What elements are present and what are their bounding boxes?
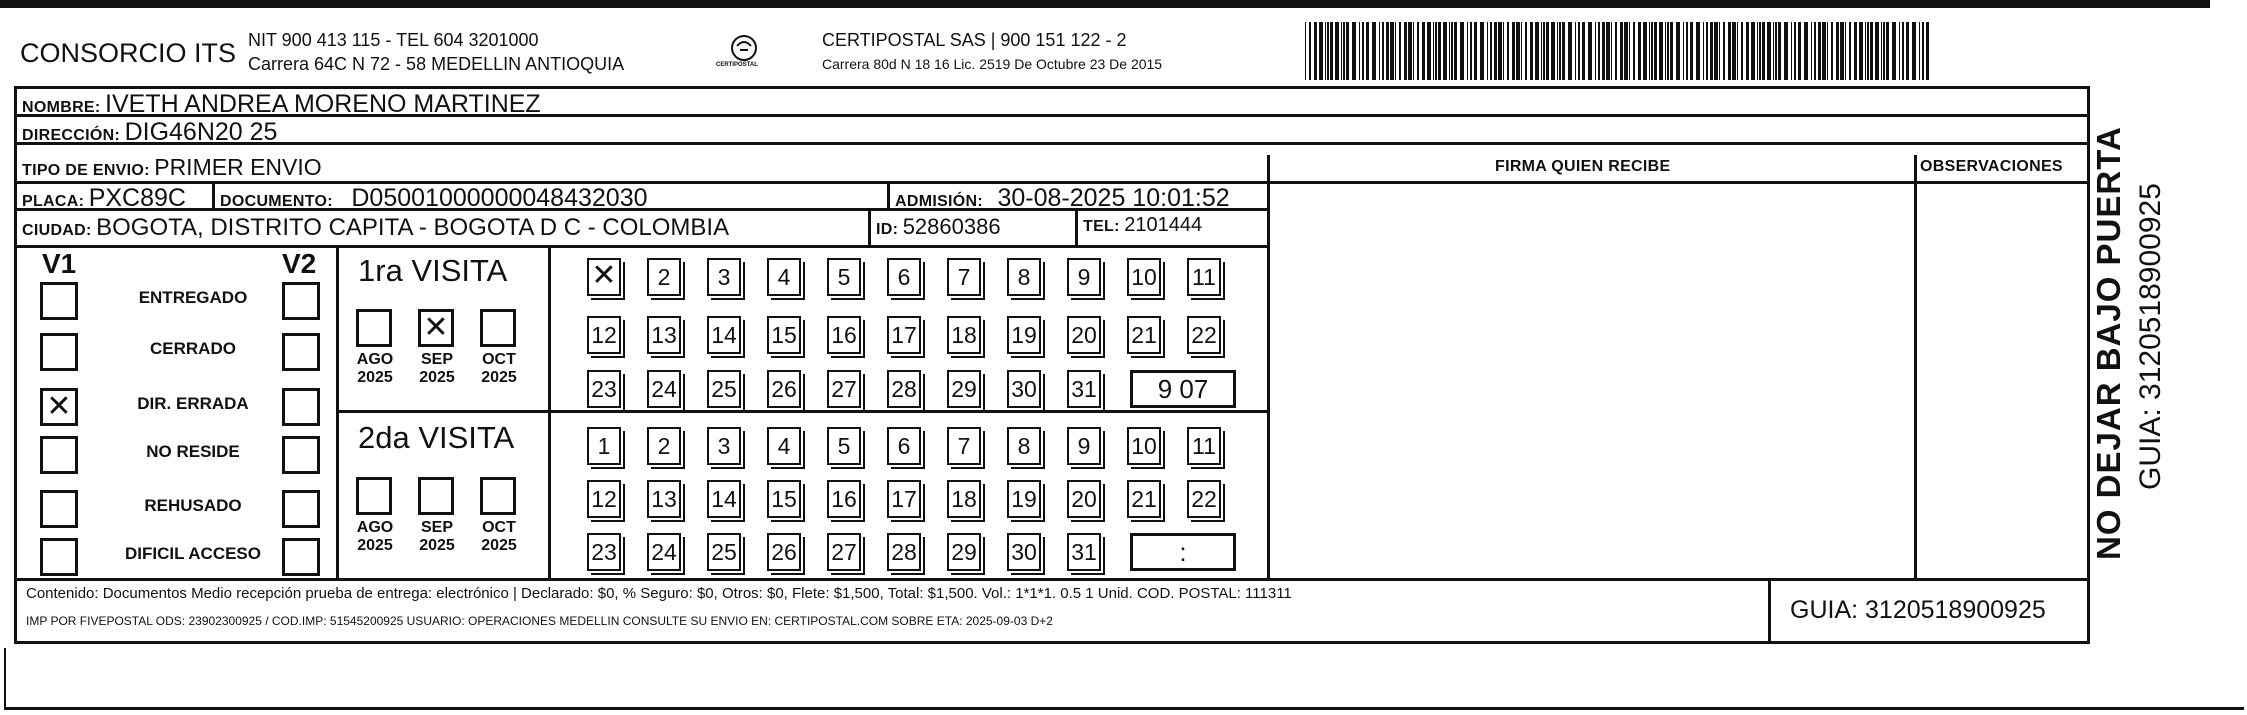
placa-label: PLACA:: [22, 193, 85, 210]
first-visit-day-box[interactable]: 3: [707, 258, 741, 296]
month-year: 2025: [357, 537, 393, 554]
first-visit-month-checkbox[interactable]: [480, 309, 516, 347]
second-visit-time-box[interactable]: :: [1130, 533, 1236, 571]
second-visit-month-checkbox[interactable]: [480, 477, 516, 515]
nombre-label: NOMBRE:: [22, 99, 101, 116]
admision-value: 30-08-2025 10:01:52: [997, 184, 1230, 212]
admision-label: ADMISIÓN:: [895, 193, 984, 210]
observaciones-label: OBSERVACIONES: [1920, 158, 2063, 175]
second-visit-day-box[interactable]: 2: [647, 427, 681, 465]
tel-label: TEL:: [1083, 218, 1120, 235]
id-row: [876, 214, 1001, 240]
month-name: OCT: [482, 351, 516, 368]
tipo-row: [22, 154, 322, 181]
second-visit-day-box[interactable]: 7: [947, 427, 981, 465]
month-year: 2025: [419, 537, 455, 554]
second-visit-month-checkbox[interactable]: [418, 477, 454, 515]
first-visit-day-box[interactable]: 15: [767, 316, 801, 354]
first-visit-day-box[interactable]: 13: [647, 316, 681, 354]
second-visit-day-box[interactable]: 28: [887, 533, 921, 571]
second-visit-day-box[interactable]: 3: [707, 427, 741, 465]
ciudad-value: BOGOTA, DISTRITO CAPITA - BOGOTA D C - COLOMBIA: [96, 214, 730, 241]
first-visit-day-box[interactable]: 2: [647, 258, 681, 296]
first-visit-day-box[interactable]: 18: [947, 316, 981, 354]
v2-checkbox[interactable]: [282, 436, 320, 474]
footer-contenido: Contenido: Documentos Medio recepción prueba de entrega: electrónico | Declarado: $0, % Seguro: $0, Otros: $0, Flete: $1,500, Total: $1,500. Vol.: 1*1*1. 0.5 1 Unid. COD. POSTAL: 111311: [26, 585, 1292, 602]
first-visit-day-box[interactable]: 31: [1067, 370, 1101, 408]
first-visit-day-box[interactable]: 17: [887, 316, 921, 354]
tel-value: 2101444: [1124, 214, 1203, 236]
first-visit-day-box[interactable]: 24: [647, 370, 681, 408]
second-visit-day-box[interactable]: 26: [767, 533, 801, 571]
id-label: ID:: [876, 221, 899, 238]
month-year: 2025: [481, 369, 517, 386]
second-visit-day-box[interactable]: 14: [707, 480, 741, 518]
ciudad-label: CIUDAD:: [22, 222, 92, 239]
month-name: AGO: [356, 519, 394, 536]
first-visit-day-box[interactable]: 10: [1127, 258, 1161, 296]
first-visit-day-box[interactable]: 11: [1187, 258, 1221, 296]
second-visit-day-box[interactable]: 21: [1127, 480, 1161, 518]
barcode: [1305, 22, 1935, 80]
first-visit-day-box[interactable]: 20: [1067, 316, 1101, 354]
second-visit-month-checkbox[interactable]: [356, 477, 392, 515]
first-visit-day-box[interactable]: 26: [767, 370, 801, 408]
month-name: SEP: [420, 351, 453, 368]
first-visit-day-box[interactable]: 5: [827, 258, 861, 296]
placa-row: [22, 184, 186, 213]
second-visit-day-box[interactable]: 20: [1067, 480, 1101, 518]
second-visit-day-box[interactable]: 4: [767, 427, 801, 465]
first-visit-day-box[interactable]: 29: [947, 370, 981, 408]
second-visit-day-box[interactable]: 10: [1127, 427, 1161, 465]
v2-checkbox[interactable]: [282, 388, 320, 426]
direccion-row: [22, 118, 277, 147]
month-year: 2025: [419, 369, 455, 386]
form-frame: [14, 86, 2090, 644]
second-visit-day-box[interactable]: 11: [1187, 427, 1221, 465]
first-visit-day-box[interactable]: 16: [827, 316, 861, 354]
first-visit-day-box[interactable]: 9: [1067, 258, 1101, 296]
second-visit-day-box[interactable]: 5: [827, 427, 861, 465]
second-visit-day-box[interactable]: 9: [1067, 427, 1101, 465]
first-visit-day-box[interactable]: 27: [827, 370, 861, 408]
second-visit-day-box[interactable]: 23: [587, 533, 621, 571]
v1-checkbox[interactable]: [40, 538, 78, 576]
month-name: OCT: [482, 519, 516, 536]
status-label: NO RESIDE: [146, 442, 240, 461]
second-visit-title: 2da VISITA: [358, 420, 515, 455]
second-visit-day-box[interactable]: 13: [647, 480, 681, 518]
status-label: CERRADO: [150, 339, 236, 358]
first-visit-day-box[interactable]: 7: [947, 258, 981, 296]
first-visit-day-box[interactable]: 12: [587, 316, 621, 354]
month-name: AGO: [356, 351, 394, 368]
tipo-label: TIPO DE ENVIO:: [22, 162, 150, 179]
v2-checkbox[interactable]: [282, 490, 320, 528]
footer-imp: IMP POR FIVEPOSTAL ODS: 23902300925 / COD.IMP: 51545200925 USUARIO: OPERACIONES MEDELLIN CONSULTE SU ENVIO EN: CERTIPOSTAL.COM SOBRE ETA: 2025-09-03 D+2: [26, 614, 1053, 628]
first-visit-day-box[interactable]: 19: [1007, 316, 1041, 354]
first-visit-time-box[interactable]: 9 07: [1130, 370, 1236, 408]
second-visit-day-box[interactable]: 8: [1007, 427, 1041, 465]
month-label: [414, 519, 460, 555]
second-visit-day-box[interactable]: 15: [767, 480, 801, 518]
v1-checkbox[interactable]: [40, 333, 78, 371]
first-visit-day-box[interactable]: 25: [707, 370, 741, 408]
v1-checkbox[interactable]: [40, 490, 78, 528]
documento-row: [220, 184, 648, 213]
company-name: CONSORCIO ITS: [20, 38, 237, 68]
bottom-frame: [4, 648, 2244, 710]
second-visit-day-box[interactable]: 1: [587, 427, 621, 465]
second-visit-day-box[interactable]: 30: [1007, 533, 1041, 571]
second-visit-day-box[interactable]: 24: [647, 533, 681, 571]
first-visit-day-box[interactable]: 28: [887, 370, 921, 408]
second-visit-day-box[interactable]: 6: [887, 427, 921, 465]
v1-checkbox[interactable]: [40, 282, 78, 320]
documento-value: D05001000000048432030: [351, 184, 648, 212]
first-visit-day-box[interactable]: 14: [707, 316, 741, 354]
v1-checkbox[interactable]: [40, 436, 78, 474]
firma-label: FIRMA QUIEN RECIBE: [1495, 158, 1671, 175]
second-visit-day-box[interactable]: 31: [1067, 533, 1101, 571]
side-guia-text: GUIA: 3120518900925: [2134, 183, 2167, 490]
first-visit-day-box[interactable]: 21: [1127, 316, 1161, 354]
month-label: [352, 351, 398, 387]
logo-text: CERTIPOSTAL: [716, 62, 758, 68]
second-visit-day-box[interactable]: 22: [1187, 480, 1221, 518]
top-border: [0, 0, 2210, 8]
v2-checkbox[interactable]: [282, 538, 320, 576]
month-label: [352, 519, 398, 555]
admision-row: [895, 184, 1230, 213]
second-visit-day-box[interactable]: 19: [1007, 480, 1041, 518]
certipostal-logo: [712, 32, 776, 76]
direccion-value: DIG46N20 25: [124, 118, 278, 146]
first-visit-title: 1ra VISITA: [358, 253, 508, 288]
month-label: [414, 351, 460, 387]
no-dejar-text: NO DEJAR BAJO PUERTA: [2090, 126, 2127, 560]
footer-guia: GUIA: 3120518900925: [1790, 596, 2046, 624]
second-visit-day-box[interactable]: 27: [827, 533, 861, 571]
month-year: 2025: [481, 537, 517, 554]
nit-line: NIT 900 413 115 - TEL 604 3201000: [248, 30, 539, 50]
v2-checkbox[interactable]: [282, 333, 320, 371]
status-label: DIR. ERRADA: [137, 394, 249, 413]
first-visit-day-box[interactable]: 4: [767, 258, 801, 296]
first-visit-day-box[interactable]: 6: [887, 258, 921, 296]
second-visit-day-box[interactable]: 12: [587, 480, 621, 518]
tipo-value: PRIMER ENVIO: [154, 154, 322, 180]
v1-checkbox[interactable]: [40, 388, 78, 426]
ciudad-row: [22, 214, 729, 242]
second-visit-day-box[interactable]: 16: [827, 480, 861, 518]
first-visit-month-checkbox[interactable]: [418, 309, 454, 347]
status-label: DIFICIL ACCESO: [124, 544, 261, 563]
first-visit-month-checkbox[interactable]: [356, 309, 392, 347]
v1-label: V1: [42, 248, 77, 279]
id-value: 52860386: [902, 214, 1001, 239]
address-line: Carrera 64C N 72 - 58 MEDELLIN ANTIOQUIA: [248, 54, 625, 74]
first-visit-day-box[interactable]: 30: [1007, 370, 1041, 408]
second-visit-day-box[interactable]: 25: [707, 533, 741, 571]
month-label: [476, 351, 522, 387]
nombre-row: [22, 90, 541, 119]
placa-value: PXC89C: [88, 184, 186, 212]
certipostal-line: CERTIPOSTAL SAS | 900 151 122 - 2: [822, 30, 1127, 50]
first-visit-day-box[interactable]: 8: [1007, 258, 1041, 296]
certipostal-address: Carrera 80d N 18 16 Lic. 2519 De Octubre 23 De 2015: [822, 56, 1163, 72]
second-visit-day-box[interactable]: 18: [947, 480, 981, 518]
direccion-label: DIRECCIÓN:: [22, 127, 121, 144]
v2-checkbox[interactable]: [282, 282, 320, 320]
nombre-value: IVETH ANDREA MORENO MARTINEZ: [105, 90, 541, 118]
tel-row: [1083, 214, 1202, 237]
v2-label: V2: [282, 248, 317, 279]
status-label: ENTREGADO: [138, 288, 248, 307]
documento-label: DOCUMENTO:: [220, 193, 333, 210]
status-label: REHUSADO: [144, 496, 242, 515]
month-year: 2025: [357, 369, 393, 386]
first-visit-day-box[interactable]: 22: [1187, 316, 1221, 354]
month-label: [476, 519, 522, 555]
second-visit-day-box[interactable]: 29: [947, 533, 981, 571]
first-visit-day-box[interactable]: 23: [587, 370, 621, 408]
month-name: SEP: [420, 519, 453, 536]
first-visit-day-box[interactable]: [587, 258, 621, 296]
second-visit-day-box[interactable]: 17: [887, 480, 921, 518]
